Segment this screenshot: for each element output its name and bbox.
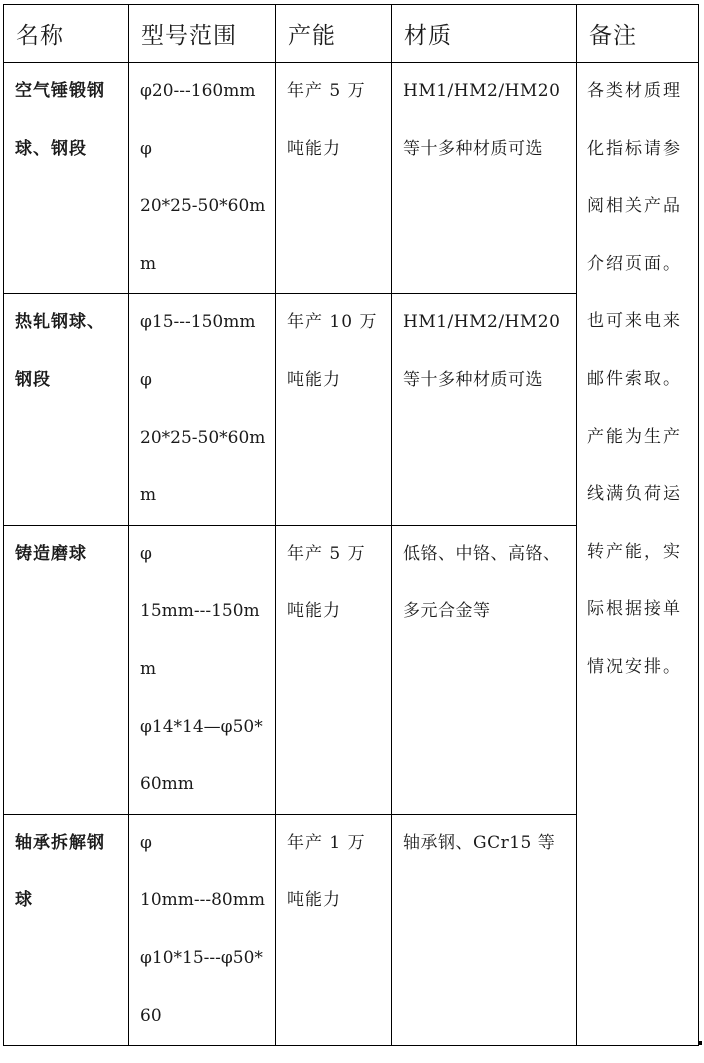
- cell-name: 热轧钢球、钢段: [4, 294, 129, 525]
- cell-range: [129, 525, 276, 814]
- cell-note: 各类材质理化指标请参阅相关产品介绍页面。也可来电来邮件索取。产能为生产线满负荷运转产能，实际根据接单情况安排。: [577, 63, 699, 1046]
- header-row: [4, 5, 699, 63]
- range-line: φ: [140, 832, 152, 853]
- cell-range: [129, 63, 276, 294]
- corner-mark: [699, 1041, 702, 1045]
- table-row: [4, 63, 699, 294]
- range-line: φ: [140, 369, 152, 390]
- cell-capacity: 年产 5 万吨能力: [276, 525, 392, 814]
- range-line: 20*25-50*60mm: [140, 196, 266, 274]
- range-line: 15mm---150mm: [140, 601, 260, 679]
- cell-material: HM1/HM2/HM20 等十多种材质可选: [392, 294, 577, 525]
- range-line: 10mm---80mm: [140, 890, 265, 911]
- header-range: 型号范围: [129, 5, 276, 63]
- cell-material: 低铬、中铬、高铬、多元合金等: [392, 525, 577, 814]
- header-note: 备注: [577, 5, 699, 63]
- cell-name: 空气锤锻钢球、钢段: [4, 63, 129, 294]
- range-line: φ20---160mm: [140, 81, 256, 101]
- range-line: φ: [140, 138, 152, 159]
- cell-range: [129, 814, 276, 1045]
- cell-capacity: 年产 1 万吨能力: [276, 814, 392, 1045]
- header-name: 名称: [4, 5, 129, 63]
- cell-material: HM1/HM2/HM20 等十多种材质可选: [392, 63, 577, 294]
- cell-range: [129, 294, 276, 525]
- header-material: 材质: [392, 5, 577, 63]
- header-capacity: 产能: [276, 5, 392, 63]
- range-line: φ15---150mm: [140, 312, 256, 333]
- range-line: φ14*14—φ50*60mm: [140, 716, 263, 795]
- cell-name: 轴承拆解钢球: [4, 814, 129, 1045]
- range-line: φ10*15---φ50*60: [140, 947, 263, 1026]
- cell-material: 轴承钢、GCr15 等: [392, 814, 577, 1045]
- product-table-container: [3, 4, 698, 1041]
- cell-capacity: 年产 10 万吨能力: [276, 294, 392, 525]
- product-table: [3, 4, 699, 1046]
- cell-name: 铸造磨球: [4, 525, 129, 814]
- range-line: 20*25-50*60mm: [140, 427, 266, 506]
- cell-capacity: 年产 5 万吨能力: [276, 63, 392, 294]
- range-line: φ: [140, 543, 152, 564]
